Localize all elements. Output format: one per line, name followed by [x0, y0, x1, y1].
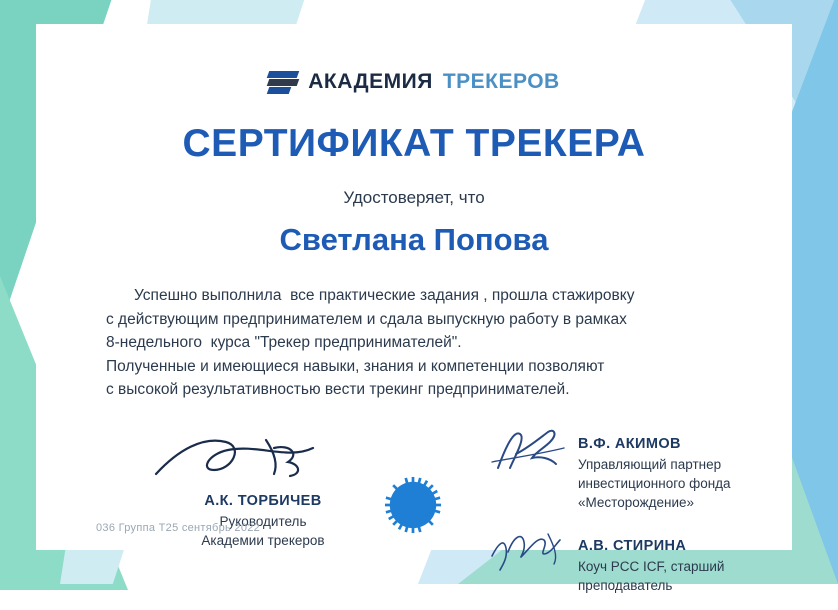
brand-logo: [36, 70, 792, 94]
signature-role-right-bottom: [578, 558, 724, 596]
certificate-footer: 036 Группа Т25 сентябрь 2022: [96, 522, 261, 534]
body-line: с высокой результативностью вести трекинг предпринимателей.: [106, 381, 570, 399]
brand-name-bold: АКАДЕМИЯ: [308, 70, 433, 93]
signature-area: [36, 430, 792, 600]
seal-icon: [384, 476, 442, 534]
signature-role-line: Руководитель: [219, 513, 307, 529]
signature-blocks-right: [488, 424, 788, 610]
signature-role-line: Управляющий партнер: [578, 456, 722, 472]
signature-role-line: Коуч PCC ICF, старший: [578, 559, 725, 575]
body-line: Успешно выполнила все практические задания , прошла стажировку: [134, 287, 635, 304]
signature-name-left: А.К. ТОРБИЧЕВ: [204, 492, 322, 509]
academy-logo-icon: [268, 71, 298, 93]
handwritten-signature-icon: [488, 526, 572, 578]
brand-name-light: ТРЕКЕРОВ: [442, 70, 560, 93]
signature-role-line: Академии трекеров: [201, 532, 325, 548]
signature-info: [578, 424, 731, 513]
body-line: Полученные и имеющиеся навыки, знания и компетенции позволяют: [106, 357, 605, 375]
certificate-content: [36, 24, 792, 594]
signature-name-right-top: В.Ф. АКИМОВ: [578, 435, 681, 452]
body-line: 8-недельного курса "Трекер предпринимателей".: [106, 334, 462, 352]
certificate-body: [106, 284, 746, 402]
signature-role-line: преподаватель: [578, 578, 673, 594]
signature-block-right-bottom: [488, 526, 788, 596]
recipient-name: Светлана Попова: [279, 222, 549, 257]
signature-role-line: инвестиционного фонда: [578, 475, 731, 491]
signature-block-right-top: [488, 424, 788, 513]
handwritten-signature-icon: [148, 430, 378, 488]
signature-info: [578, 526, 724, 596]
signature-role-line: «Месторождение»: [578, 494, 694, 510]
page-title: СЕРТИФИКАТ ТРЕКЕРА: [182, 122, 646, 165]
signature-role-right-top: [578, 456, 731, 513]
handwritten-signature-icon: [488, 424, 572, 476]
signature-name-right-bottom: А.В. СТИРИНА: [578, 538, 687, 555]
certificate-subtitle: Удостоверяет, что: [343, 188, 485, 207]
body-line: с действующим предпринимателем и сдала выпускную работу в рамках: [106, 310, 627, 328]
